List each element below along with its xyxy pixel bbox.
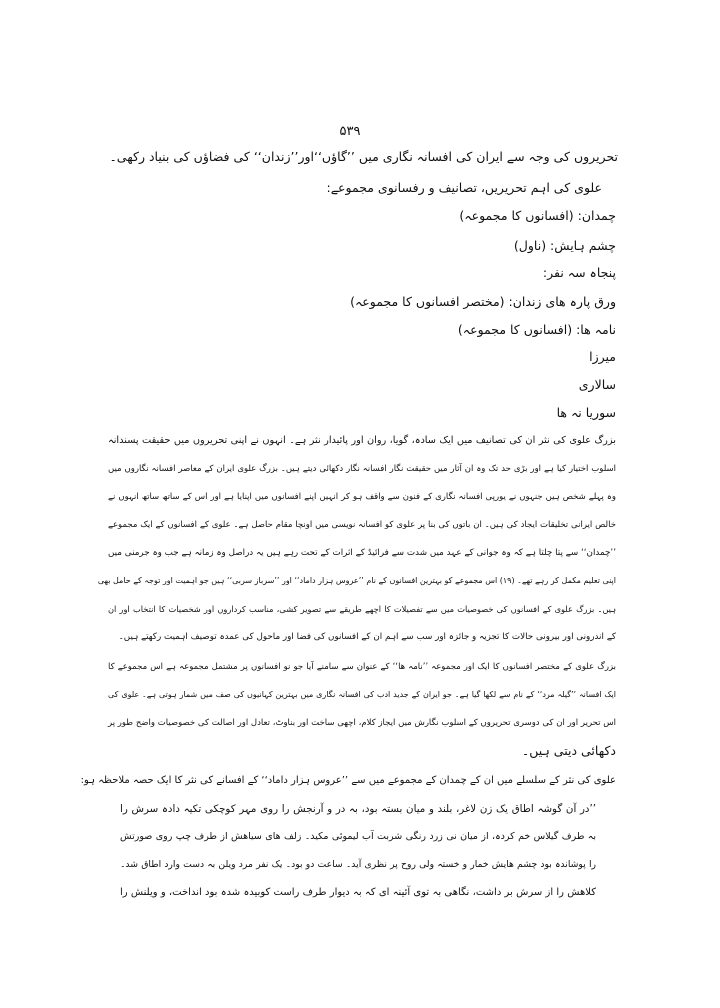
quote-line: کلاھش را از سرش بر داشت، نگاھی بہ توی آئینہ ای کہ بہ دیوار طرف راست کوبیدہ شدہ بود انداخت، و ویلنش را [120,887,596,898]
page-number: ۵۳۹ [339,124,361,139]
paragraph-line: ’’چمدان‘‘ سے پتا چلتا ہے کہ وہ جوانی کے عہد میں شدت سے فرائیڈ کے اثرات کے تحت رہے ہیں یہ دراصل وہ زمانہ ہے جب وہ جرمنی میں [108,548,616,558]
work-item: سالاری [578,377,616,392]
work-item: چمدان: (افسانوں کا مجموعہ) [459,208,616,223]
work-item: میرزا [589,349,616,364]
quote-line: بہ طرف گیلاس خم کردہ، از میان نی زرد رنگی شربت آب لیموئی مکید۔ زلف ھای سیاھش از طرف چپ روی صورتش [120,831,596,842]
paragraph-line: اپنی تعلیم مکمل کر رہے تھے۔ (۱۹) اس مجموعے کو بہترین افسانوں کے نام ’’عروس ہزار داماد‘‘ اور ’’سرباز سربی‘‘ ہیں جو اہمیت اور توجہ کے حامل بھی [97,576,616,585]
works-list-heading: علوی کی اہم تحریریں، تصانیف و رفسانوی مجموعے: [326,180,602,195]
paragraph-line: وہ پہلے شخص ہیں جنہوں نے یورپی افسانہ نگاری کے فنون سے واقف ہو کر انہیں اپنے افسانوں میں اپنایا ہے اور اس کے ساتھ ساتھ انہوں نے [108,492,616,502]
work-item: سوریا نہ ھا [556,405,616,420]
paragraph-line: دکھائی دیتی ہیں۔ [521,743,616,758]
paragraph-line: بزرگ علوی کی نثر ان کی تصانیف میں ایک سادہ، گویا، روان اور پائیدار نثر ہے۔ انہوں نے اپنی تحریروں میں حقیقت پسندانہ [108,435,616,446]
intro-line: تحریروں کی وجہ سے ایران کی افسانہ نگاری میں ’’گاؤں‘‘اور’’زندان‘‘ کی فضاؤں کی بنیاد رکھی۔ [109,149,618,164]
work-item: نامہ ھا: (افسانوں کا مجموعہ) [457,322,616,337]
quote-line: ’’در آن گوشہ اطاق یک زن لاغر، بلند و میان بستہ بود، بہ در و آرنجش را روی مہر کوچکی تکیہ دادہ سرش را [120,803,596,815]
paragraph-line: ایک افسانہ ’’گیلہ مرد‘‘ کے نام سے لکھا گیا ہے۔ جو ایران کے جدید ادب کی افسانہ نگاری میں بہترین کہانیوں کی صف میں شمار ہوتی ہے۔ علوی کی [108,690,616,699]
paragraph-line: اس تحریر اور ان کی دوسری تحریروں کے اسلوب نگارش میں ایجاز کلام، اچھی ساخت اور بناوٹ، تعادل اور اصالت کی خصوصیات واضح طور پر [108,718,616,728]
work-item: پنجاہ سہ نفر: [542,265,616,280]
work-item: چشم ہایش: (ناول) [513,238,616,253]
paragraph-line: ہیں۔ بزرگ علوی کے افسانوں کی خصوصیات میں سے تفصیلات کا اچھے طریقے سے تصویر کشی، مناسب کرداروں اور شخصیات کا انتخاب اور ان [108,604,616,614]
paragraph-line: اسلوب اختیار کیا ہے اور بڑی حد تک وہ ان آثار میں حقیقت نگار افسانہ نگار دکھائی دیتے ہیں۔ بزرگ علوی ایران کے معاصر افسانہ نگاروں میں [108,464,616,474]
paragraph-line: بزرگ علوی کے مختصر افسانوں کا ایک اور مجموعہ ’’نامہ ھا‘‘ کے عنوان سے سامنے آیا جو نو افسانوں پر مشتمل مجموعہ ہے اس مجموعے کا [108,662,616,672]
paragraph-line: کے اندرونی اور بیرونی حالات کا تجزیہ و جائزہ اور سب سے اہم ان کے افسانوں کی فضا اور ماحول کی عمدہ توصیف اہمیت رکھتے ہیں۔ [118,632,616,642]
quote-intro: علوی کی نثر کے سلسلے میں ان کے چمدان کے مجموعے میں سے ’’عروس ہزار داماد‘‘ کے افسانے کی نثر کا ایک حصہ ملاحظہ ہو: [80,775,616,786]
paragraph-line: خالص ایرانی تخلیقات ایجاد کی ہیں۔ ان باتوں کی بنا پر علوی کو افسانہ نویسی میں اونچا مقام حاصل ہے۔ علوی کے افسانوں کے ایک مجموعے [108,520,616,530]
work-item: ورق پارہ ھای زندان: (مختصر افسانوں کا مجموعہ) [350,294,616,309]
quote-line: را پوشاندہ بود چشم ھایش خمار و خستہ ولی روح پر نظری آید۔ ساعت دو بود۔ یک نفر مرد ویلن بہ دست وارد اطاق شد۔ [120,859,596,870]
